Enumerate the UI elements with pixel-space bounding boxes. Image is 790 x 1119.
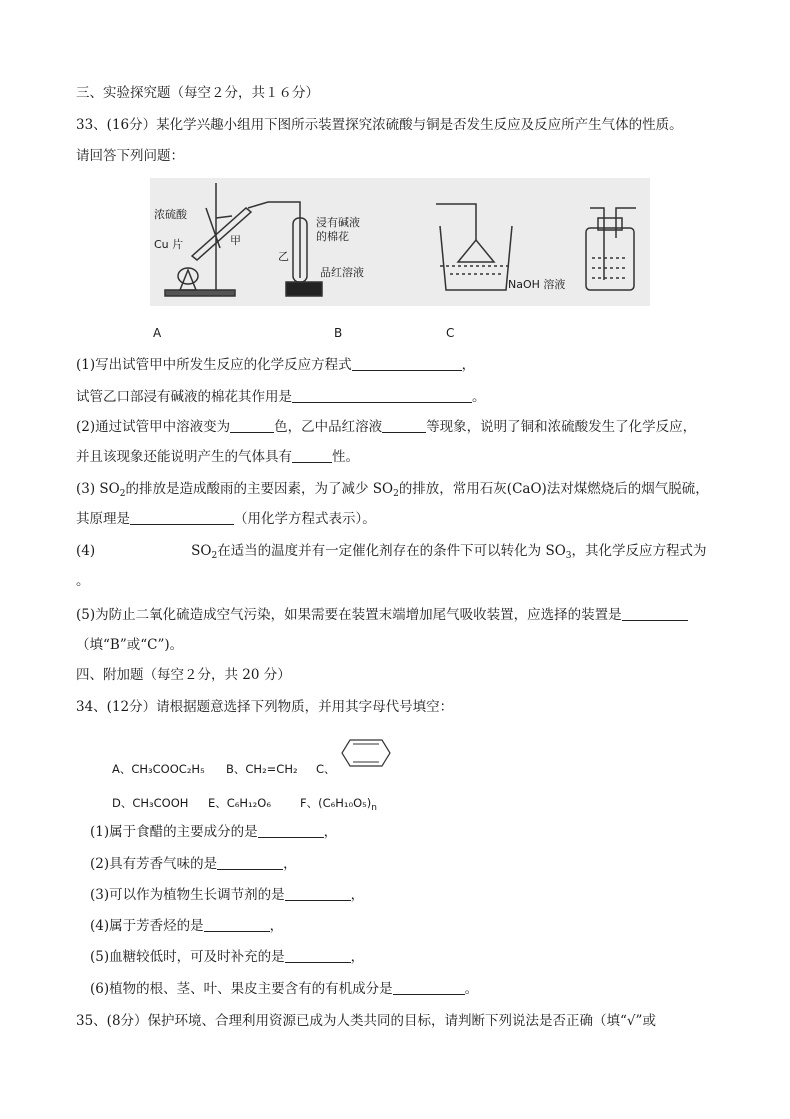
q34-option-b: B、CH₂=CH₂ (226, 762, 298, 776)
section4-heading: 四、附加题（每空２分，共 20 分） (76, 667, 291, 683)
p2-line2-a: 并且该现象还能说明产生的气体具有 (76, 449, 292, 465)
q33-part2-line2 (76, 448, 359, 466)
q34-option-a: A、CH₃COOC₂H₅ (112, 762, 205, 776)
q33-part1-line1 (76, 356, 475, 374)
p3-line2-a: 其原理是 (76, 511, 130, 527)
q33-part2-line1 (76, 418, 696, 436)
q34-sub3 (90, 886, 364, 904)
s3-end: ， (350, 887, 365, 903)
p4-b: 在适当的温度并有一定催化剂存在的条件下可以转化为 SO (217, 543, 566, 559)
q33-prompt: 请回答下列问题： (76, 148, 184, 164)
q34-sub6 (90, 980, 478, 998)
option-f-sub: n (371, 803, 377, 813)
blank-p1-equation[interactable] (352, 357, 462, 371)
p1-line2-text: 试管乙口部浸有碱液的棉花其作用是 (76, 389, 292, 405)
q34-option-d: D、CH₃COOH (112, 796, 189, 810)
s1-end: ， (323, 824, 338, 840)
p4-num: (4) (76, 543, 96, 559)
q33-part3-line1 (76, 480, 709, 503)
s2-text: (2)具有芳香气味的是 (90, 856, 218, 872)
q33-part4-line1 (76, 542, 707, 565)
p2-line2-b: 性。 (332, 449, 359, 465)
apparatus-drawing (150, 178, 650, 306)
s4-end: ， (269, 918, 284, 934)
q34-sub5 (90, 948, 364, 966)
blank-p1-cotton[interactable] (292, 389, 472, 403)
label-naoh: NaOH 溶液 (508, 278, 566, 291)
p4-sub2: 3 (565, 551, 572, 561)
q33-part4-line2: 。 (76, 573, 90, 589)
q34-sub1 (90, 823, 337, 841)
blank-p3-equation[interactable] (130, 511, 234, 525)
benzene-ring-icon (340, 738, 392, 768)
label-acid: 浓硫酸 (154, 208, 187, 221)
s4-text: (4)属于芳香烃的是 (90, 918, 204, 934)
s6-text: (6)植物的根、茎、叶、果皮主要含有的有机成分是 (90, 981, 393, 997)
blank-s2[interactable] (217, 856, 283, 870)
blank-p5-device[interactable] (622, 607, 688, 621)
blank-s4[interactable] (204, 918, 270, 932)
p2-b: 色，乙中品红溶液 (274, 419, 383, 435)
p4-sub: 2 (211, 551, 218, 561)
label-cu: Cu 片 (154, 238, 184, 251)
p3-b: 的排放是造成酸雨的主要因素，为了减少 SO (125, 481, 394, 497)
q33-part3-line2 (76, 510, 376, 528)
blank-s6[interactable] (393, 981, 465, 995)
p3-sub2: 2 (393, 489, 399, 499)
caption-a: A (153, 326, 162, 340)
q34-option-e: E、C₆H₁₂O₆ (208, 796, 271, 810)
label-cotton-1: 浸有碱液 (316, 216, 360, 229)
blank-s3[interactable] (285, 887, 351, 901)
p2-c: 等现象，说明了铜和浓硫酸发生了化学反应， (426, 419, 697, 435)
s6-end: 。 (464, 981, 479, 997)
label-pinhong: 品红溶液 (320, 266, 364, 279)
s2-end: ， (283, 856, 297, 872)
s5-end: ， (350, 949, 365, 965)
p5-a: (5)为防止二氧化硫造成空气污染，如果需要在装置末端增加尾气吸收装置，应选择的装置是 (76, 607, 622, 623)
blank-p2-property[interactable] (292, 449, 332, 463)
p4-c: ，其化学反应方程式为 (571, 543, 707, 559)
p1-end: ， (461, 357, 476, 373)
q33-part5-line2: （填“B”或“C”)。 (76, 637, 184, 653)
label-cotton-2: 的棉花 (316, 230, 349, 243)
p2-a: (2)通过试管甲中溶液变为 (76, 419, 231, 435)
caption-b: B (334, 326, 343, 340)
apparatus-figure (150, 178, 650, 306)
q34-intro: 34、(12分）请根据题意选择下列物质，并用其字母代号填空： (76, 699, 454, 715)
p3-sub: 2 (119, 489, 126, 499)
blank-s1[interactable] (258, 824, 324, 838)
section3-heading: 三、实验探究题（每空２分，共１６分） (76, 85, 319, 101)
s1-text: (1)属于食醋的主要成分的是 (90, 824, 258, 840)
q33-part5-line1 (76, 606, 688, 624)
s3-text: (3)可以作为植物生长调节剂的是 (90, 887, 285, 903)
p1-text: (1)写出试管甲中所发生反应的化学反应方程式 (76, 357, 352, 373)
q33-intro: 33、(16分）某化学兴趣小组用下图所示装置探究浓硫酸与铜是否发生反应及反应所产生气体的性质。 (76, 117, 683, 133)
p4-a: SO (191, 543, 212, 559)
label-yi: 乙 (278, 250, 289, 263)
blank-p2-color[interactable] (230, 419, 274, 433)
q33-part1-line2 (76, 388, 486, 406)
p3-c: 的排放，常用石灰(CaO)法对煤燃烧后的烟气脱硫， (398, 481, 709, 497)
p3-a: (3) SO (76, 481, 120, 497)
p3-line2-b: （用化学方程式表示）。 (234, 511, 376, 527)
label-jia: 甲 (230, 234, 241, 247)
q35-intro: 35、(8分）保护环境、合理利用资源已成为人类共同的目标，请判断下列说法是否正确（填“√”或 (76, 1013, 656, 1029)
q34-sub4 (90, 917, 283, 935)
q34-option-c: C、 (316, 762, 336, 776)
s5-text: (5)血糖较低时，可及时补充的是 (90, 949, 285, 965)
q34-sub2 (90, 855, 297, 873)
caption-c: C (446, 326, 455, 340)
option-f-text: F、(C₆H₁₀O₅) (300, 796, 372, 810)
blank-p2-phenomenon[interactable] (382, 419, 426, 433)
q34-option-f (300, 795, 377, 813)
p1-line2-end: 。 (472, 389, 486, 405)
blank-s5[interactable] (285, 949, 351, 963)
